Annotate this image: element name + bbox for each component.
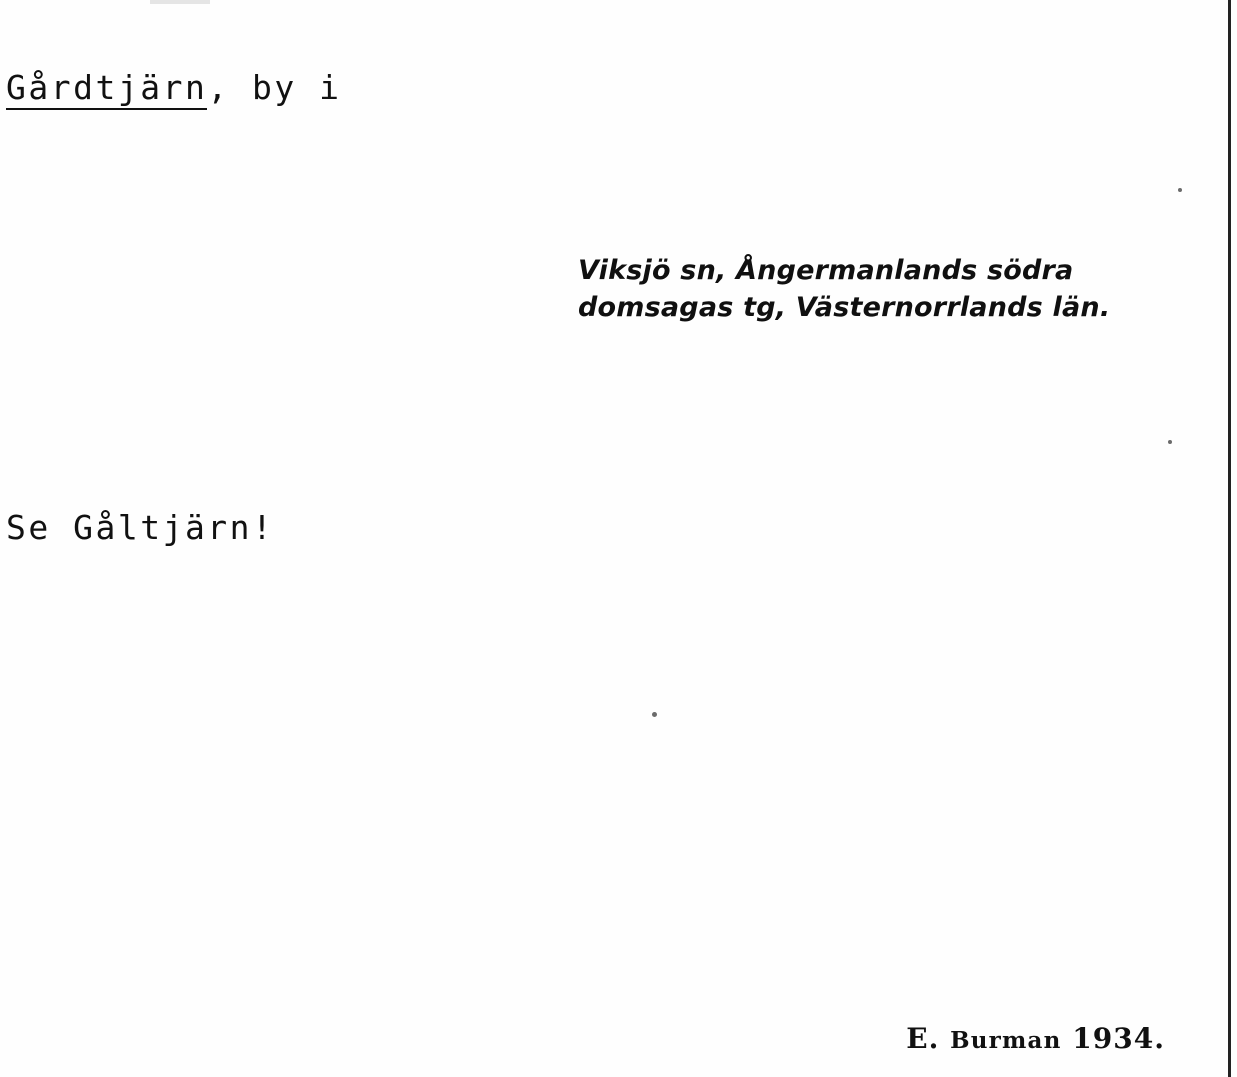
scan-speck — [1178, 188, 1182, 192]
scan-speck — [1168, 440, 1172, 444]
scan-smudge — [150, 0, 210, 4]
signature-year: 1934. — [1061, 1022, 1165, 1055]
scan-speck — [652, 712, 657, 717]
card-edge-rule — [1228, 0, 1231, 1077]
cross-reference: Se Gåltjärn! — [6, 508, 275, 547]
headword-line — [6, 68, 342, 107]
signature-initial: E. — [906, 1022, 951, 1055]
parish-stamp-line-1: Viksjö sn, Ångermanlands södra — [578, 255, 1074, 286]
parish-stamp — [578, 252, 1178, 327]
parish-stamp-line-2: domsagas tg, Västernorrlands län. — [578, 292, 1111, 324]
signature-surname: Burman — [950, 1027, 1062, 1054]
signature — [906, 1022, 1165, 1055]
headword-suffix: , by i — [207, 68, 342, 107]
headword: Gårdtjärn — [6, 68, 207, 110]
